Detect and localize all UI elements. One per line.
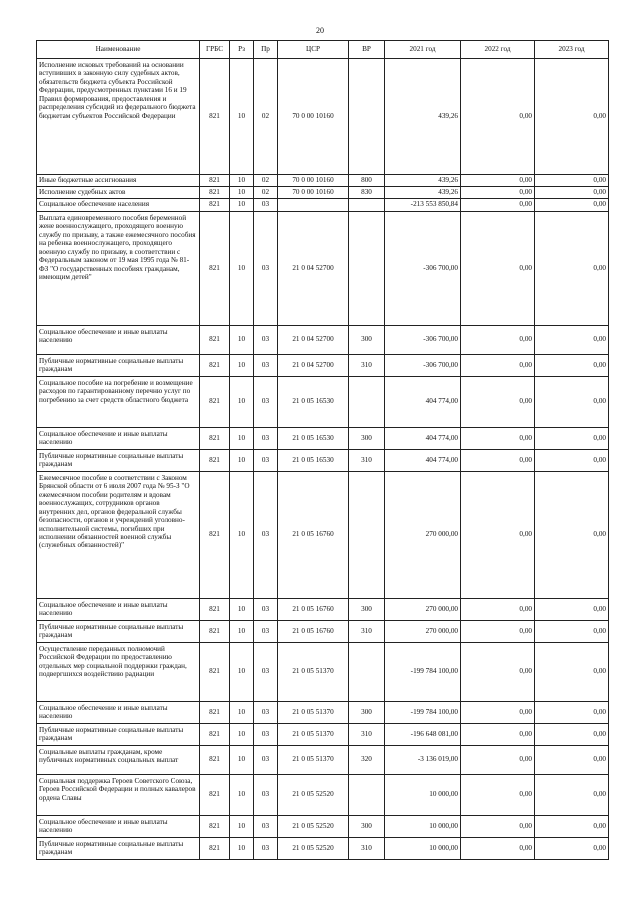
cell-pr: 03 [254, 354, 278, 376]
cell-rz: 10 [230, 427, 254, 449]
cell-2023: 0,00 [535, 325, 609, 354]
cell-csr: 21 0 05 16530 [278, 427, 349, 449]
table-row [37, 354, 609, 376]
cell-2023: 0,00 [535, 837, 609, 859]
cell-2023: 0,00 [535, 354, 609, 376]
cell-rz: 10 [230, 354, 254, 376]
cell-csr [278, 199, 349, 211]
cell-pr: 03 [254, 376, 278, 427]
cell-grbs: 821 [200, 723, 230, 745]
cell-pr: 03 [254, 598, 278, 620]
column-header: ВР [349, 41, 385, 59]
cell-pr: 03 [254, 723, 278, 745]
cell-pr: 03 [254, 449, 278, 471]
table-row [37, 187, 609, 199]
cell-2022: 0,00 [461, 701, 535, 723]
cell-csr: 21 0 05 16530 [278, 376, 349, 427]
cell-pr: 03 [254, 620, 278, 642]
cell-vr: 310 [349, 449, 385, 471]
cell-2022: 0,00 [461, 620, 535, 642]
cell-csr: 21 0 05 52520 [278, 774, 349, 815]
cell-grbs: 821 [200, 354, 230, 376]
cell-name: Социальное обеспечение и иные выплаты населению [37, 325, 200, 354]
cell-name: Социальное обеспечение и иные выплаты населению [37, 598, 200, 620]
table-row [37, 723, 609, 745]
cell-csr: 21 0 05 51370 [278, 745, 349, 774]
cell-csr: 21 0 05 16760 [278, 598, 349, 620]
cell-pr: 03 [254, 745, 278, 774]
cell-name: Исполнение исковых требований на основании вступивших в законную силу судебных актов, обязательств бюджета субъекта Российской Федерации, предусмотренных пунктами 16 и 19 Правил формирования, предоставления и распределения субсидий из федерального бюджета бюджетам субъектов Российской Федерации [37, 59, 200, 175]
cell-name: Публичные нормативные социальные выплаты гражданам [37, 837, 200, 859]
cell-vr: 300 [349, 598, 385, 620]
cell-vr: 310 [349, 837, 385, 859]
cell-vr: 300 [349, 427, 385, 449]
cell-2021: 10 000,00 [385, 774, 461, 815]
cell-2021: 270 000,00 [385, 598, 461, 620]
cell-2022: 0,00 [461, 325, 535, 354]
cell-2022: 0,00 [461, 427, 535, 449]
cell-rz: 10 [230, 449, 254, 471]
cell-vr [349, 59, 385, 175]
column-header: ГРБС [200, 41, 230, 59]
cell-2023: 0,00 [535, 774, 609, 815]
cell-2022: 0,00 [461, 723, 535, 745]
cell-vr: 310 [349, 620, 385, 642]
table-row [37, 449, 609, 471]
cell-grbs: 821 [200, 642, 230, 701]
page-number: 20 [316, 26, 324, 35]
cell-grbs: 821 [200, 449, 230, 471]
cell-pr: 03 [254, 701, 278, 723]
cell-rz: 10 [230, 376, 254, 427]
column-header: ЦСР [278, 41, 349, 59]
cell-2021: -196 648 081,00 [385, 723, 461, 745]
cell-name: Социальное обеспечение и иные выплаты населению [37, 701, 200, 723]
table-row [37, 598, 609, 620]
cell-grbs: 821 [200, 211, 230, 325]
cell-2021: 270 000,00 [385, 471, 461, 598]
table-row [37, 815, 609, 837]
column-header: 2023 год [535, 41, 609, 59]
cell-grbs: 821 [200, 837, 230, 859]
cell-pr: 02 [254, 175, 278, 187]
cell-2022: 0,00 [461, 449, 535, 471]
cell-vr [349, 471, 385, 598]
cell-rz: 10 [230, 815, 254, 837]
cell-vr: 300 [349, 701, 385, 723]
table-row [37, 701, 609, 723]
cell-rz: 10 [230, 774, 254, 815]
cell-csr: 21 0 05 52520 [278, 815, 349, 837]
cell-2023: 0,00 [535, 815, 609, 837]
table-row [37, 59, 609, 175]
cell-grbs: 821 [200, 620, 230, 642]
cell-grbs: 821 [200, 376, 230, 427]
cell-2023: 0,00 [535, 701, 609, 723]
table-header-row [37, 41, 609, 59]
cell-csr: 70 0 00 10160 [278, 187, 349, 199]
cell-2021: 10 000,00 [385, 815, 461, 837]
cell-2021: 439,26 [385, 59, 461, 175]
cell-name: Иные бюджетные ассигнования [37, 175, 200, 187]
cell-pr: 02 [254, 59, 278, 175]
cell-vr: 300 [349, 325, 385, 354]
cell-name: Публичные нормативные социальные выплаты гражданам [37, 620, 200, 642]
table-row [37, 199, 609, 211]
cell-csr: 70 0 00 10160 [278, 175, 349, 187]
cell-vr: 320 [349, 745, 385, 774]
table-row [37, 642, 609, 701]
cell-2023: 0,00 [535, 471, 609, 598]
column-header: 2022 год [461, 41, 535, 59]
table-row [37, 774, 609, 815]
cell-pr: 03 [254, 837, 278, 859]
table-row [37, 620, 609, 642]
cell-rz: 10 [230, 325, 254, 354]
cell-2023: 0,00 [535, 187, 609, 199]
cell-2022: 0,00 [461, 745, 535, 774]
cell-rz: 10 [230, 59, 254, 175]
cell-csr: 21 0 05 51370 [278, 642, 349, 701]
cell-2023: 0,00 [535, 199, 609, 211]
cell-rz: 10 [230, 620, 254, 642]
cell-rz: 10 [230, 701, 254, 723]
cell-rz: 10 [230, 723, 254, 745]
cell-pr: 02 [254, 187, 278, 199]
column-header: Пр [254, 41, 278, 59]
cell-vr [349, 642, 385, 701]
column-header: Наименование [37, 41, 200, 59]
cell-csr: 21 0 04 52700 [278, 354, 349, 376]
cell-csr: 21 0 05 16530 [278, 449, 349, 471]
table-row [37, 837, 609, 859]
cell-pr: 03 [254, 325, 278, 354]
cell-2022: 0,00 [461, 376, 535, 427]
cell-pr: 03 [254, 815, 278, 837]
cell-vr: 800 [349, 175, 385, 187]
cell-2021: -213 553 850,84 [385, 199, 461, 211]
cell-grbs: 821 [200, 745, 230, 774]
cell-2021: -306 700,00 [385, 211, 461, 325]
cell-2023: 0,00 [535, 175, 609, 187]
cell-2023: 0,00 [535, 376, 609, 427]
cell-rz: 10 [230, 642, 254, 701]
cell-2022: 0,00 [461, 471, 535, 598]
cell-grbs: 821 [200, 187, 230, 199]
cell-grbs: 821 [200, 471, 230, 598]
cell-pr: 03 [254, 471, 278, 598]
cell-grbs: 821 [200, 325, 230, 354]
cell-grbs: 821 [200, 427, 230, 449]
cell-2023: 0,00 [535, 59, 609, 175]
cell-name: Социальная поддержка Героев Советского Союза, Героев Российской Федерации и полных кавалеров ордена Славы [37, 774, 200, 815]
column-header: 2021 год [385, 41, 461, 59]
cell-csr: 21 0 04 52700 [278, 211, 349, 325]
cell-csr: 21 0 05 16760 [278, 620, 349, 642]
cell-2021: -306 700,00 [385, 354, 461, 376]
cell-pr: 03 [254, 199, 278, 211]
cell-2022: 0,00 [461, 598, 535, 620]
cell-2023: 0,00 [535, 745, 609, 774]
table-body [37, 59, 609, 860]
cell-vr: 300 [349, 815, 385, 837]
cell-vr: 310 [349, 354, 385, 376]
cell-2021: 404 774,00 [385, 376, 461, 427]
cell-rz: 10 [230, 837, 254, 859]
cell-grbs: 821 [200, 774, 230, 815]
cell-csr: 21 0 04 52700 [278, 325, 349, 354]
table-row [37, 175, 609, 187]
cell-rz: 10 [230, 471, 254, 598]
cell-2021: 404 774,00 [385, 427, 461, 449]
cell-2022: 0,00 [461, 59, 535, 175]
cell-2022: 0,00 [461, 642, 535, 701]
cell-vr [349, 211, 385, 325]
table-row [37, 471, 609, 598]
cell-rz: 10 [230, 598, 254, 620]
cell-2022: 0,00 [461, 199, 535, 211]
cell-name: Публичные нормативные социальные выплаты гражданам [37, 354, 200, 376]
cell-name: Социальное обеспечение населения [37, 199, 200, 211]
cell-name: Социальное обеспечение и иные выплаты населению [37, 427, 200, 449]
cell-name: Публичные нормативные социальные выплаты гражданам [37, 449, 200, 471]
cell-grbs: 821 [200, 815, 230, 837]
cell-2022: 0,00 [461, 774, 535, 815]
cell-vr [349, 376, 385, 427]
cell-grbs: 821 [200, 59, 230, 175]
table-row [37, 427, 609, 449]
column-header: Рз [230, 41, 254, 59]
cell-2022: 0,00 [461, 211, 535, 325]
cell-2023: 0,00 [535, 211, 609, 325]
cell-2022: 0,00 [461, 175, 535, 187]
cell-vr [349, 199, 385, 211]
cell-2023: 0,00 [535, 427, 609, 449]
cell-2021: 270 000,00 [385, 620, 461, 642]
cell-rz: 10 [230, 199, 254, 211]
cell-2023: 0,00 [535, 598, 609, 620]
cell-rz: 10 [230, 175, 254, 187]
cell-grbs: 821 [200, 701, 230, 723]
cell-2023: 0,00 [535, 449, 609, 471]
cell-name: Выплата единовременного пособия беременной жене военнослужащего, проходящего военную службу по призыву, а также ежемесячного пособия на ребенка военнослужащего, проходящего военную службу по призыву, в соответствии с Федеральным законом от 19 мая 1995 года № 81-ФЗ "О государственных пособиях гражданам, имеющим детей" [37, 211, 200, 325]
cell-2021: -3 136 019,00 [385, 745, 461, 774]
cell-2022: 0,00 [461, 815, 535, 837]
cell-name: Исполнение судебных актов [37, 187, 200, 199]
cell-csr: 21 0 05 51370 [278, 723, 349, 745]
cell-2023: 0,00 [535, 620, 609, 642]
cell-2021: 439,26 [385, 187, 461, 199]
cell-2021: 10 000,00 [385, 837, 461, 859]
cell-rz: 10 [230, 187, 254, 199]
cell-pr: 03 [254, 774, 278, 815]
cell-2021: -306 700,00 [385, 325, 461, 354]
cell-2023: 0,00 [535, 642, 609, 701]
cell-2022: 0,00 [461, 354, 535, 376]
cell-vr: 830 [349, 187, 385, 199]
cell-name: Социальное пособие на погребение и возмещение расходов по гарантированному перечню услуг по погребению за счет средств областного бюджета [37, 376, 200, 427]
cell-pr: 03 [254, 211, 278, 325]
cell-2021: -199 784 100,00 [385, 642, 461, 701]
cell-grbs: 821 [200, 598, 230, 620]
cell-2023: 0,00 [535, 723, 609, 745]
cell-csr: 21 0 05 16760 [278, 471, 349, 598]
cell-pr: 03 [254, 427, 278, 449]
cell-csr: 21 0 05 52520 [278, 837, 349, 859]
cell-2021: -199 784 100,00 [385, 701, 461, 723]
cell-2021: 439,26 [385, 175, 461, 187]
cell-rz: 10 [230, 211, 254, 325]
cell-2021: 404 774,00 [385, 449, 461, 471]
cell-name: Социальное обеспечение и иные выплаты населению [37, 815, 200, 837]
cell-name: Осуществление переданных полномочий Российской Федерации по предоставлению отдельных мер социальной поддержки граждан, подвергшихся воздействию радиации [37, 642, 200, 701]
cell-grbs: 821 [200, 175, 230, 187]
table-row [37, 325, 609, 354]
cell-vr: 310 [349, 723, 385, 745]
cell-2022: 0,00 [461, 837, 535, 859]
cell-vr [349, 774, 385, 815]
table-row [37, 211, 609, 325]
cell-grbs: 821 [200, 199, 230, 211]
cell-pr: 03 [254, 642, 278, 701]
cell-name: Социальные выплаты гражданам, кроме публичных нормативных социальных выплат [37, 745, 200, 774]
table-row [37, 376, 609, 427]
cell-csr: 21 0 05 51370 [278, 701, 349, 723]
cell-csr: 70 0 00 10160 [278, 59, 349, 175]
cell-name: Публичные нормативные социальные выплаты гражданам [37, 723, 200, 745]
cell-name: Ежемесячное пособие в соответствии с Законом Брянской области от 6 июля 2007 года № 95-З "О ежемесячном пособии родителям и вдовам военнослужащих, сотрудников органов внутренних дел, органов федеральной службы безопасности, органов и учреждений уголовно-исполнительной системы, погибших при исполнении обязанностей военной службы (служебных обязанностей)" [37, 471, 200, 598]
budget-table [36, 40, 609, 860]
cell-2022: 0,00 [461, 187, 535, 199]
table-row [37, 745, 609, 774]
cell-rz: 10 [230, 745, 254, 774]
